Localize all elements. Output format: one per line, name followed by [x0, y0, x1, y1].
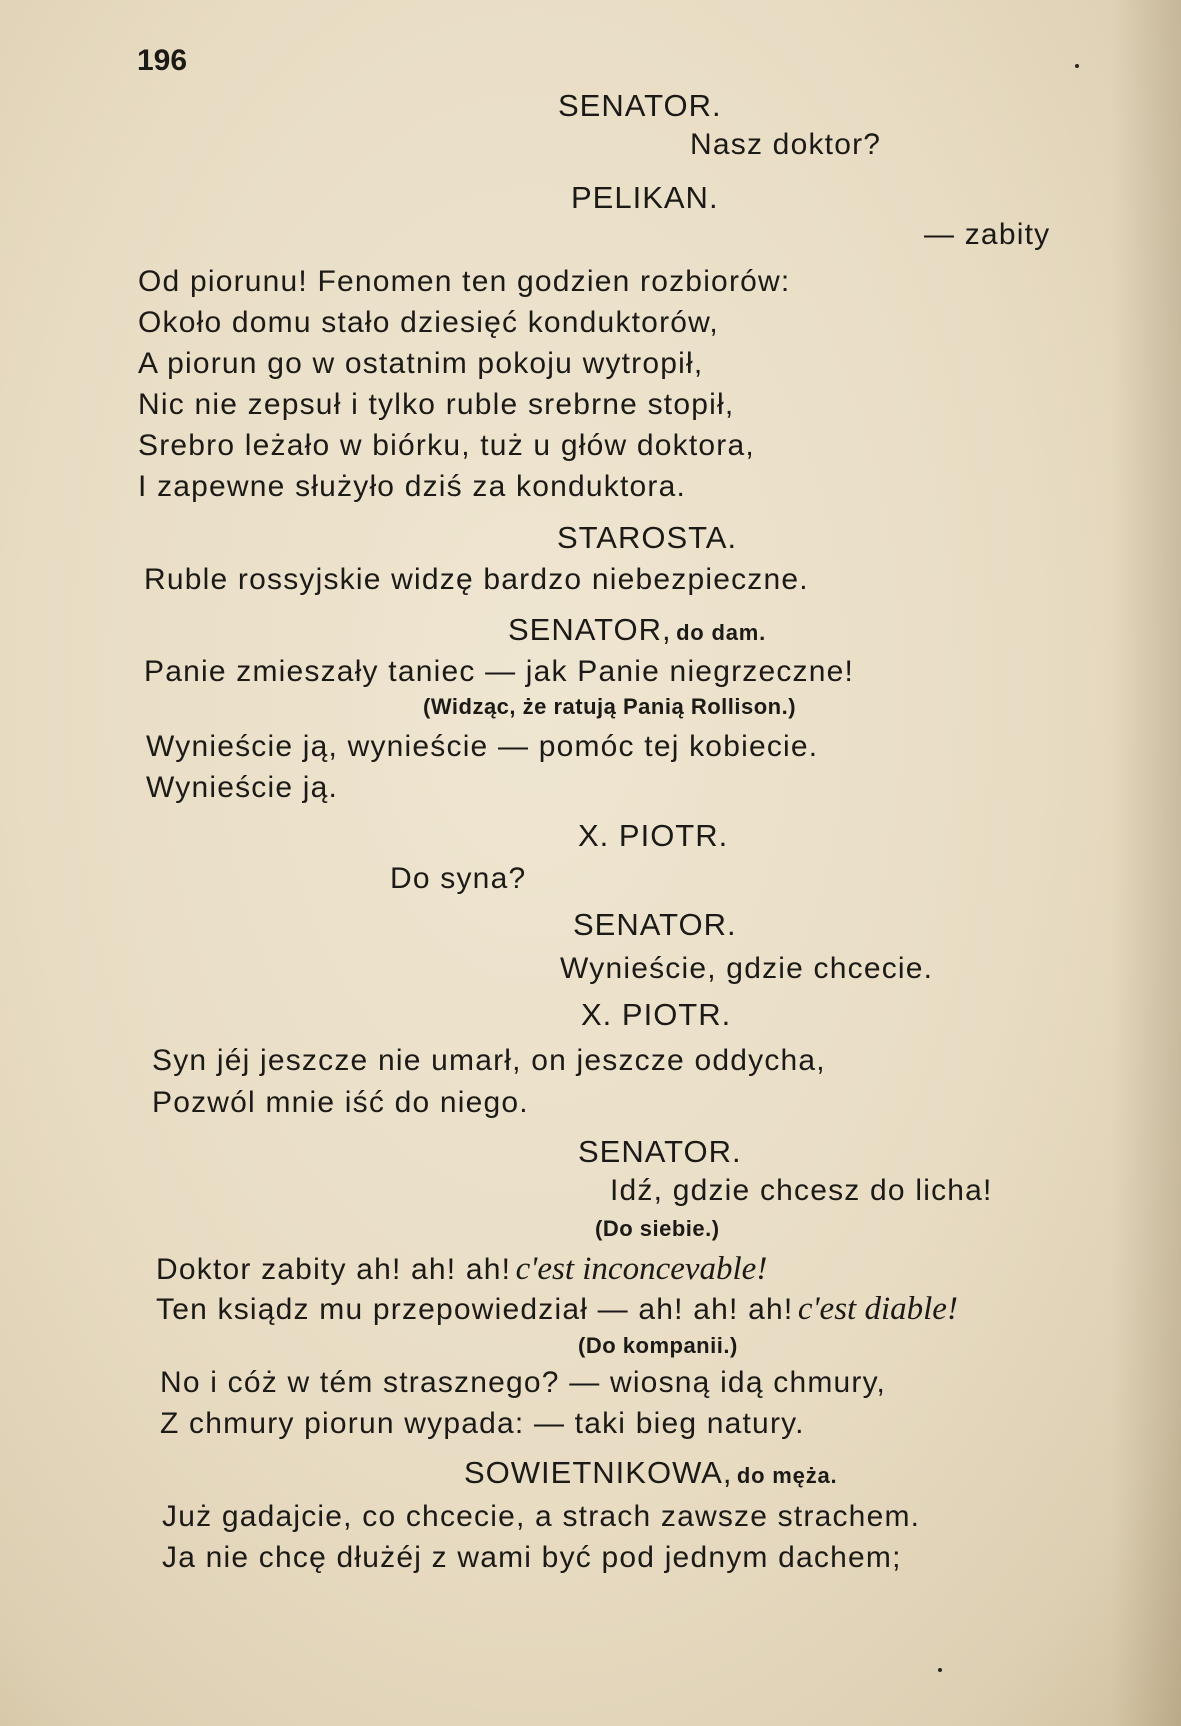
- page-number: 196: [137, 44, 188, 77]
- ink-speck: [1075, 64, 1079, 68]
- verse-line: [156, 1291, 958, 1328]
- verse-line: Wynieście, gdzie chcecie.: [560, 952, 934, 985]
- speaker-x-piotr: X. PIOTR.: [578, 818, 729, 853]
- stage-direction: do dam.: [676, 620, 766, 645]
- speaker-pelikan: PELIKAN.: [571, 180, 719, 215]
- verse-line: Pozwól mnie iść do niego.: [152, 1086, 529, 1119]
- french-phrase: c'est inconcevable!: [515, 1251, 768, 1287]
- verse-line: Idź, gdzie chcesz do licha!: [610, 1174, 993, 1207]
- verse-line: [156, 1251, 767, 1288]
- french-phrase: c'est diable!: [797, 1291, 958, 1327]
- speaker-sowietnikowa-line: [464, 1455, 837, 1491]
- verse-text: Ten ksiądz mu przepowiedział — ah! ah! ah!: [156, 1293, 794, 1326]
- verse-line: Około domu stało dziesięć konduktorów,: [138, 306, 719, 339]
- verse-line: Syn jéj jeszcze nie umarł, on jeszcze oddycha,: [152, 1044, 826, 1077]
- stage-direction: (Do kompanii.): [578, 1333, 738, 1358]
- verse-line: Wynieście ją, wynieście — pomóc tej kobiecie.: [146, 730, 819, 763]
- verse-line: Nic nie zepsuł i tylko ruble srebrne stopił,: [138, 388, 735, 421]
- speaker-sowietnikowa: SOWIETNIKOWA,: [464, 1455, 733, 1490]
- ink-speck: [938, 1668, 942, 1672]
- verse-line: Srebro leżało w biórku, tuż u głów doktora,: [138, 429, 755, 462]
- verse-line: No i cóż w tém strasznego? — wiosną idą chmury,: [160, 1366, 887, 1399]
- verse-line: Panie zmieszały taniec — jak Panie niegrzeczne!: [144, 655, 855, 688]
- verse-line: Ruble rossyjskie widzę bardzo niebezpieczne.: [144, 563, 809, 596]
- stage-direction: do męża.: [736, 1463, 838, 1488]
- verse-line: Wynieście ją.: [146, 771, 339, 804]
- stage-direction: (Do siebie.): [595, 1216, 720, 1241]
- verse-line: Już gadajcie, co chcecie, a strach zawsze strachem.: [162, 1500, 921, 1533]
- verse-line: A piorun go w ostatnim pokoju wytropił,: [138, 347, 704, 380]
- speaker-starosta: STAROSTA.: [557, 520, 738, 555]
- verse-line: Do syna?: [390, 862, 527, 895]
- verse-line: Ja nie chcę dłużéj z wami być pod jednym dachem;: [162, 1541, 902, 1574]
- verse-line: Z chmury piorun wypada: — taki bieg natury.: [160, 1407, 805, 1440]
- speaker-senator: SENATOR.: [578, 1134, 742, 1169]
- speaker-senator: SENATOR.: [573, 907, 737, 942]
- speaker-x-piotr: X. PIOTR.: [581, 997, 732, 1032]
- speaker-senator: SENATOR,: [508, 612, 672, 647]
- verse-line: I zapewne służyło dziś za konduktora.: [138, 470, 686, 503]
- verse-line: Nasz doktor?: [690, 128, 882, 161]
- verse-text: Doktor zabity ah! ah! ah!: [156, 1253, 512, 1286]
- speaker-senator-line: [508, 612, 766, 648]
- stage-direction: (Widząc, że ratują Panią Rollison.): [423, 694, 797, 719]
- verse-line: — zabity: [924, 218, 1051, 251]
- speaker-senator: SENATOR.: [558, 88, 722, 123]
- verse-line: Od piorunu! Fenomen ten godzien rozbiorów:: [138, 265, 791, 298]
